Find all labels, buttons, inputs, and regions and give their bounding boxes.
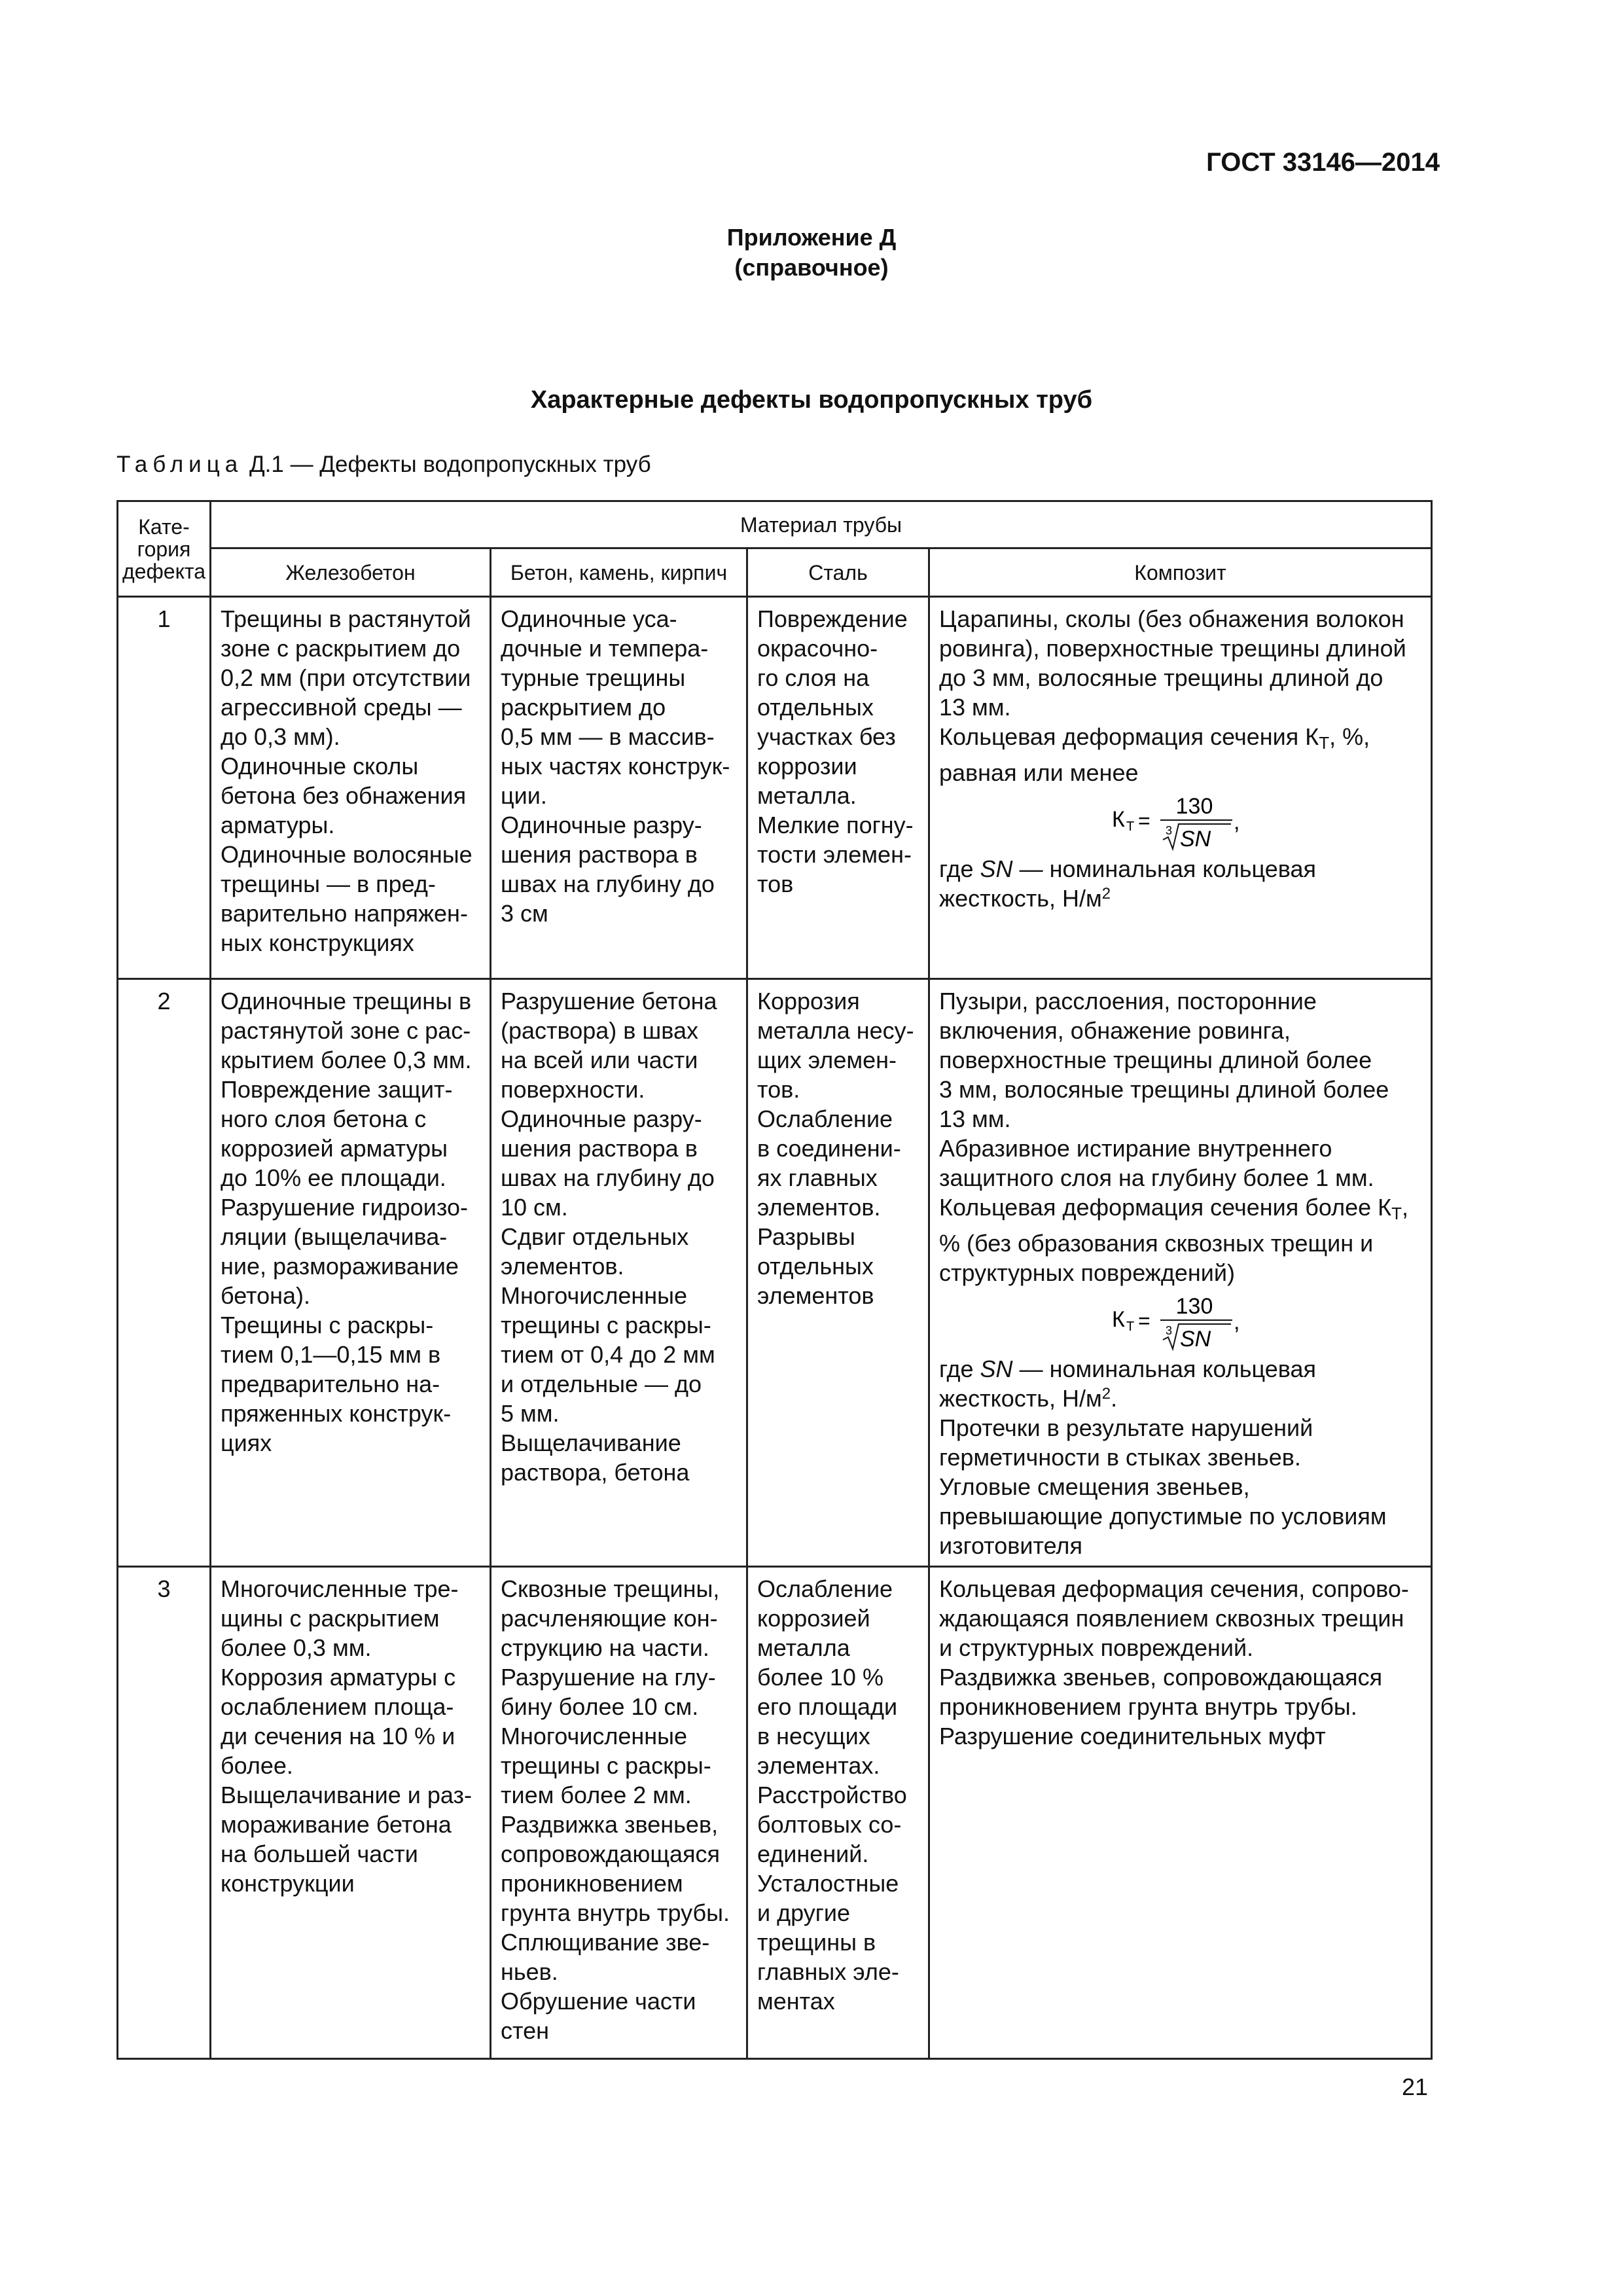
formula-graphic [1112, 1291, 1249, 1352]
text-line: ного слоя бетона с [221, 1105, 427, 1132]
deformation-text: Кольцевая деформация сечения более К [939, 1194, 1392, 1221]
text-line: 0,5 мм — в массив- [501, 723, 715, 750]
header-category-line: дефекта [122, 559, 206, 583]
text-line: варительно напряжен- [221, 900, 468, 927]
text-line: Одиночные сколы [221, 753, 419, 780]
formula-equals: = [1137, 809, 1150, 833]
text-line: растянутой зоне с рас- [221, 1017, 471, 1044]
standard-number: ГОСТ 33146—2014 [1206, 148, 1440, 177]
text-line: Абразивное истирание внутреннего [939, 1135, 1332, 1162]
text-line: металла несу- [757, 1017, 914, 1044]
ring-deformation-formula [939, 1291, 1421, 1352]
text-line: окрасочно- [757, 635, 878, 662]
text-line: конструкции [221, 1870, 355, 1897]
text-line: шения раствора в [501, 1135, 698, 1162]
table-row [118, 1567, 1432, 2059]
deformation-text: Кольцевая деформация сечения К [939, 723, 1319, 750]
header-concrete-stone-brick: Бетон, камень, кирпич [491, 548, 747, 597]
text-line: превышающие допустимые по условиям [939, 1503, 1387, 1530]
text-line: коррозии [757, 753, 857, 780]
formula-root-index: 3 [1165, 1324, 1172, 1337]
text-line: Многочисленные [501, 1723, 688, 1749]
text-line: Многочисленные тре- [221, 1575, 459, 1602]
text-line: Ослабление [757, 1105, 893, 1132]
text-line: тием более 2 мм. [501, 1782, 692, 1808]
annex-heading [0, 223, 1623, 283]
formula-radicand: SN [1179, 1327, 1211, 1352]
text-line: тов [757, 870, 794, 897]
text-line: дочные и темпера- [501, 635, 709, 662]
steel-cell [747, 1567, 929, 2059]
text-line: Расстройство [757, 1782, 907, 1808]
text-line: бетона без обнажения [221, 782, 467, 809]
reinforced-concrete-cell [211, 597, 491, 979]
text-line: болтовых со- [757, 1811, 902, 1838]
text-line: поверхностные трещины длиной более [939, 1047, 1372, 1073]
header-category [118, 501, 211, 597]
text-line: структурных повреждений) [939, 1259, 1236, 1286]
text-line: металла [757, 1634, 850, 1661]
deformation-text-end: , [1401, 1194, 1408, 1221]
text-line: главных эле- [757, 1958, 899, 1985]
ring-deformation-formula [939, 791, 1421, 852]
text-line: швах на глубину до [501, 870, 715, 897]
text-line: более. [221, 1752, 293, 1779]
text-line: швах на глубину до [501, 1164, 715, 1191]
table-caption-prefix: Таблица [116, 452, 243, 477]
category-cell: 1 [118, 597, 211, 979]
text-line: циях [221, 1429, 272, 1456]
text-line: Ослабление [757, 1575, 893, 1602]
formula-numerator: 130 [1175, 794, 1213, 819]
text-line: мораживание бетона [221, 1811, 452, 1838]
stiffness-symbol: SN [980, 1355, 1013, 1382]
concrete-stone-brick-cell [491, 979, 747, 1567]
text-line: тием 0,1—0,15 мм в [221, 1341, 441, 1368]
text-line: турные трещины [501, 664, 686, 691]
text-line: проникновением [501, 1870, 683, 1897]
text-line: Раздвижка звеньев, [501, 1811, 719, 1838]
text-line: ослаблением площа- [221, 1693, 454, 1720]
text-line: элементов [757, 1282, 874, 1309]
text-line: трещины с раскры- [501, 1312, 711, 1338]
annex-type: (справочное) [734, 254, 889, 281]
text-line: Коррозия арматуры с [221, 1664, 456, 1691]
text-line: Одиночные разру- [501, 812, 702, 838]
text-line: трещины — в пред- [221, 870, 436, 897]
formula-lhs-subscript: Т [1126, 1319, 1134, 1334]
formula-lhs-subscript: Т [1126, 819, 1134, 834]
text-line: ровинга), поверхностные трещины длиной [939, 635, 1406, 662]
formula-lhs: К [1111, 1307, 1125, 1332]
stiffness-symbol: SN [980, 855, 1013, 882]
text-line: жесткость, $Н/м^2$ [939, 885, 1111, 912]
formula-radicand: SN [1179, 827, 1211, 852]
header-category-line: гория [137, 537, 191, 561]
text-line: более 10 % [757, 1664, 883, 1691]
text-line: Одиночные разру- [501, 1105, 702, 1132]
formula-lhs: К [1111, 807, 1125, 832]
text-line: бетона). [221, 1282, 311, 1309]
formula-graphic [1112, 791, 1249, 852]
text-line: более 0,3 мм. [221, 1634, 372, 1661]
text-line: отдельных [757, 1253, 874, 1280]
text-line: предварительно на- [221, 1371, 440, 1397]
text-line: защитного слоя на глубину более 1 мм. [939, 1164, 1374, 1191]
text-line: ных частях конструк- [501, 753, 730, 780]
composite-cell [929, 597, 1432, 979]
text-line: Раздвижка звеньев, сопровождающаяся [939, 1664, 1383, 1691]
text-line: его площади [757, 1693, 898, 1720]
text-line: ях главных [757, 1164, 878, 1191]
text-line: Разрушение на глу- [501, 1664, 716, 1691]
formula-numerator: 130 [1175, 1294, 1213, 1319]
text-line: арматуры. [221, 812, 335, 838]
text-line: Повреждение защит- [221, 1076, 453, 1103]
text-line: в несущих [757, 1723, 870, 1749]
annex-label: Приложение Д [726, 224, 897, 251]
category-cell: 3 [118, 1567, 211, 2059]
concrete-stone-brick-cell [491, 597, 747, 979]
text-line: ние, размораживание [221, 1253, 459, 1280]
text-line: коррозией [757, 1605, 870, 1632]
text-line: Одиночные уса- [501, 605, 677, 632]
text-line: Сквозные трещины, [501, 1575, 720, 1602]
reinforced-concrete-cell [211, 979, 491, 1567]
header-material-group: Материал трубы [211, 501, 1432, 548]
text-line: в соединени- [757, 1135, 901, 1162]
deformation-line [939, 722, 1421, 758]
text-line: Одиночные волосяные [221, 841, 473, 868]
text-line: шения раствора в [501, 841, 698, 868]
text-line: на всей или части [501, 1047, 698, 1073]
unit-exponent: 2 [1101, 885, 1111, 903]
header-steel: Сталь [747, 548, 929, 597]
text-line: стен [501, 2017, 549, 2044]
text-line: проникновением грунта внутрь трубы. [939, 1693, 1357, 1720]
text-line: трещины с раскры- [501, 1752, 711, 1779]
text-line: и структурных повреждений. [939, 1634, 1254, 1661]
text-line: Протечки в результате нарушений [939, 1414, 1313, 1441]
text-line: Многочисленные [501, 1282, 688, 1309]
page-number: 21 [1401, 2073, 1428, 2100]
text-line: Одиночные трещины в [221, 988, 472, 1014]
defects-table [116, 500, 1433, 2060]
text-line: зоне с раскрытием до [221, 635, 461, 662]
text-line: Трещины с раскры- [221, 1312, 434, 1338]
text-line: тости элемен- [757, 841, 912, 868]
deformation-subscript: Т [1319, 733, 1330, 753]
text-line: ньев. [501, 1958, 558, 1985]
text-line: элементах. [757, 1752, 880, 1779]
category-cell: 2 [118, 979, 211, 1567]
text-line: расчленяющие кон- [501, 1605, 718, 1632]
formula-comma: , [1233, 810, 1240, 834]
text-line: щины с раскрытием [221, 1605, 440, 1632]
text-line: 13 мм. [939, 694, 1011, 721]
text-line: жесткость, $Н/м^2$. [939, 1385, 1118, 1412]
text-line: % (без образования сквозных трещин и [939, 1230, 1374, 1257]
text-line: ляции (выщелачива- [221, 1223, 448, 1250]
text-line: бину более 10 см. [501, 1693, 699, 1720]
text-line: Выщелачивание [501, 1429, 681, 1456]
text-line: 3 см [501, 900, 548, 927]
text-line: элементов. [501, 1253, 624, 1280]
text-line: агрессивной среды — [221, 694, 462, 721]
table-row [118, 597, 1432, 979]
text-line: 10 см. [501, 1194, 568, 1221]
reinforced-concrete-cell [211, 1567, 491, 2059]
text-line: до 10% ее площади. [221, 1164, 446, 1191]
text-line: коррозией арматуры [221, 1135, 448, 1162]
text-line: равная или менее [939, 759, 1139, 786]
text-line: трещины в [757, 1929, 876, 1956]
text-line: Трещины в растянутой [221, 605, 471, 632]
composite-cell [929, 1567, 1432, 2059]
text-line: Разрушение бетона [501, 988, 717, 1014]
text-line: Угловые смещения звеньев, [939, 1473, 1250, 1500]
deformation-line [939, 1193, 1421, 1229]
text-line: Усталостные [757, 1870, 899, 1897]
text-line: и отдельные — до [501, 1371, 702, 1397]
text-line: ди сечения на 10 % и [221, 1723, 455, 1749]
text-line: 13 мм. [939, 1105, 1011, 1132]
text-line: Разрушение соединительных муфт [939, 1723, 1326, 1749]
text-line: 3 мм, волосяные трещины длиной более [939, 1076, 1389, 1103]
text-line: ных конструкциях [221, 929, 414, 956]
concrete-stone-brick-cell [491, 1567, 747, 2059]
text-line: грунта внутрь трубы. [501, 1899, 730, 1926]
header-composite: Композит [929, 548, 1432, 597]
text-line: 0,2 мм (при отсутствии [221, 664, 471, 691]
text-line: Сплющивание зве- [501, 1929, 710, 1956]
steel-cell [747, 979, 929, 1567]
section-title: Характерные дефекты водопропускных труб [530, 386, 1093, 414]
formula-comma: , [1233, 1310, 1240, 1335]
text-line: единений. [757, 1840, 869, 1867]
text-line: 5 мм. [501, 1400, 560, 1427]
text-line: Разрывы [757, 1223, 855, 1250]
header-category-line: Кате- [138, 514, 190, 539]
text-line: Мелкие погну- [757, 812, 914, 838]
text-line: Кольцевая деформация сечения, сопрово- [939, 1575, 1409, 1602]
formula-equals: = [1137, 1309, 1150, 1333]
text-line: Коррозия [757, 988, 860, 1014]
text-line: где SN — номинальная кольцевая [939, 855, 1317, 882]
text-line: ментах [757, 1988, 835, 2015]
text-line: го слоя на [757, 664, 870, 691]
text-line: Пузыри, расслоения, посторонние [939, 988, 1317, 1014]
text-line: щих элемен- [757, 1047, 897, 1073]
text-line: отдельных [757, 694, 874, 721]
text-line: включения, обнажение ровинга, [939, 1017, 1291, 1044]
text-line: Царапины, сколы (без обнажения волокон [939, 605, 1404, 632]
text-line: раскрытием до [501, 694, 666, 721]
text-line: сопровождающаяся [501, 1840, 721, 1867]
composite-cell [929, 979, 1432, 1567]
deformation-text-end: , %, [1329, 723, 1370, 750]
text-line: струкцию на части. [501, 1634, 709, 1661]
text-line: тием от 0,4 до 2 мм [501, 1341, 715, 1368]
text-line: ции. [501, 782, 547, 809]
unit-exponent: 2 [1101, 1385, 1111, 1403]
text-line: элементов. [757, 1194, 881, 1221]
text-line: герметичности в стыках звеньев. [939, 1444, 1301, 1471]
table-row [118, 979, 1432, 1567]
text-line: раствора, бетона [501, 1459, 690, 1486]
text-line: Повреждение [757, 605, 908, 632]
text-line: Сдвиг отдельных [501, 1223, 689, 1250]
text-line: пряженных конструк- [221, 1400, 452, 1427]
text-line: тов. [757, 1076, 800, 1103]
text-line: где SN — номинальная кольцевая [939, 1355, 1317, 1382]
text-line: до 3 мм, волосяные трещины длиной до [939, 664, 1383, 691]
table-caption [116, 452, 651, 478]
steel-cell [747, 597, 929, 979]
table-body [118, 597, 1432, 2059]
table-caption-text: Д.1 — Дефекты водопропускных труб [249, 452, 651, 477]
text-line: изготовителя [939, 1532, 1082, 1559]
text-line: (раствора) в швах [501, 1017, 699, 1044]
text-line: Выщелачивание и раз- [221, 1782, 473, 1808]
text-line: Обрушение части [501, 1988, 696, 2015]
deformation-subscript: Т [1391, 1204, 1402, 1223]
text-line: поверхности. [501, 1076, 645, 1103]
text-line: до 0,3 мм). [221, 723, 340, 750]
text-line: Разрушение гидроизо- [221, 1194, 468, 1221]
text-line: крытием более 0,3 мм. [221, 1047, 472, 1073]
formula-root-index: 3 [1165, 824, 1172, 837]
text-line: на большей части [221, 1840, 418, 1867]
header-reinforced-concrete: Железобетон [211, 548, 491, 597]
text-line: металла. [757, 782, 857, 809]
text-line: и другие [757, 1899, 850, 1926]
text-line: ждающаяся появлением сквозных трещин [939, 1605, 1404, 1632]
text-line: участках без [757, 723, 896, 750]
